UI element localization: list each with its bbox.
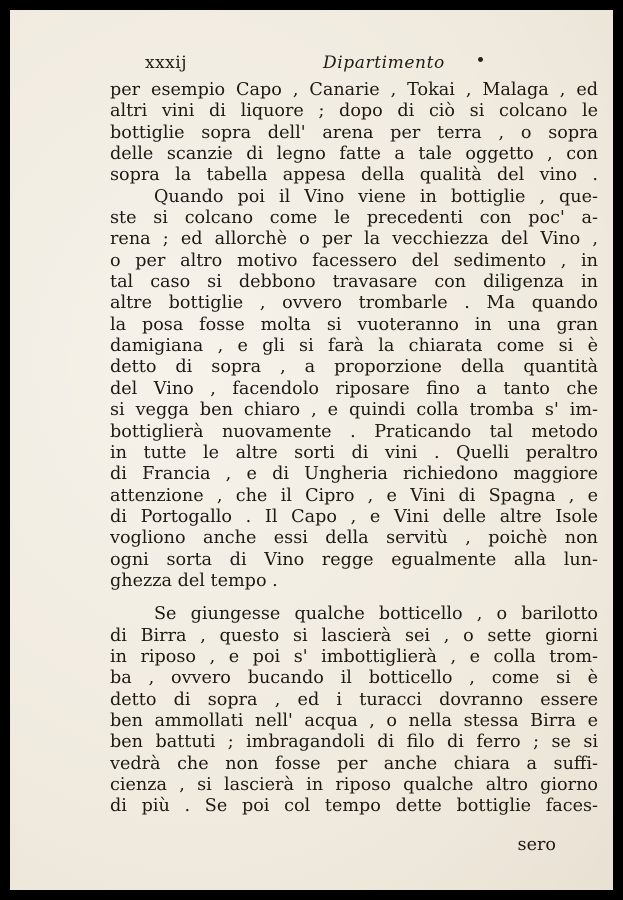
text-line: sopra la tabella appesa della qualità del vino . [110,165,598,186]
text-line: bottiglierà nuovamente . Praticando tal metodo [110,421,598,442]
text-line: tal caso si debbono travasare con diligenza in [110,272,598,293]
text-line: detto di sopra , ed i turacci dovranno essere [110,689,598,710]
text-line: altre bottiglie , ovvero trombarle . Ma quando [110,293,598,314]
text-line: ghezza del tempo . [110,570,278,591]
text-line: vedrà che non fosse per anche chiara a suffi- [110,753,598,774]
ink-speck [478,57,483,62]
body-text [110,80,598,818]
text-line: ste si colcano come le precedenti con poc' a- [110,208,598,229]
text-line: di Francia , e di Ungheria richiedono maggiore [110,464,598,485]
paragraph-gap [110,592,598,604]
text-line: Se giungesse qualche botticello , o barilotto [154,604,598,625]
text-line: di Birra , questo si lascierà sei , o sette giorni [110,625,598,646]
page-number: xxxij [145,53,187,73]
text-line: di più . Se poi col tempo dette bottiglie faces- [110,796,598,817]
running-head: Dipartimento [323,53,445,73]
text-line: in riposo , e poi s' imbottiglierà , e colla trom- [110,646,598,667]
text-line: bottiglie sopra dell' arena per terra , o sopra [110,122,598,143]
text-line: detto di sopra , a proporzione della quantità [110,357,598,378]
text-line: ogni sorta di Vino regge egualmente alla lun- [110,549,598,570]
text-line: altri vini di liquore ; dopo di ciò si colcano le [110,101,598,122]
text-line: o per altro motivo facessero del sedimento , in [110,250,598,271]
text-line: damigiana , e gli si farà la chiarata come si è [110,336,598,357]
text-line: del Vino , facendolo riposare fino a tanto che [110,378,598,399]
page-header [145,53,595,79]
text-line: Quando poi il Vino viene in bottiglie , que- [154,186,598,207]
text-line: rena ; ed allorchè o per la vecchiezza del Vino , [110,229,598,250]
text-line: la posa fosse molta si vuoteranno in una gran [110,314,598,335]
text-line: di Portogallo . Il Capo , e Vini delle altre Isole [110,506,598,527]
text-line: ben ammollati nell' acqua , o nella stessa Birra e [110,710,598,731]
text-line: ben battuti ; imbragandoli di filo di ferro ; se si [110,732,598,753]
text-line: delle scanzie di legno fatte a tale oggetto , con [110,144,598,165]
text-line: attenzione , che il Cipro , e Vini di Spagna , e [110,485,598,506]
text-line: ba , ovvero bucando il botticello , come si è [110,668,598,689]
text-line: cienza , si lascierà in riposo qualche altro giorno [110,775,598,795]
text-line: vogliono anche essi della servitù , poichè non [110,528,598,549]
text-line: si vegga ben chiaro , e quindi colla tromba s' im- [110,400,598,421]
text-line: per esempio Capo , Canarie , Tokai , Malaga , ed [110,80,598,100]
catchword: sero [517,835,556,855]
book-page [10,10,613,890]
text-line: in tutte le altre sorti di vini . Quelli peraltro [110,442,598,463]
